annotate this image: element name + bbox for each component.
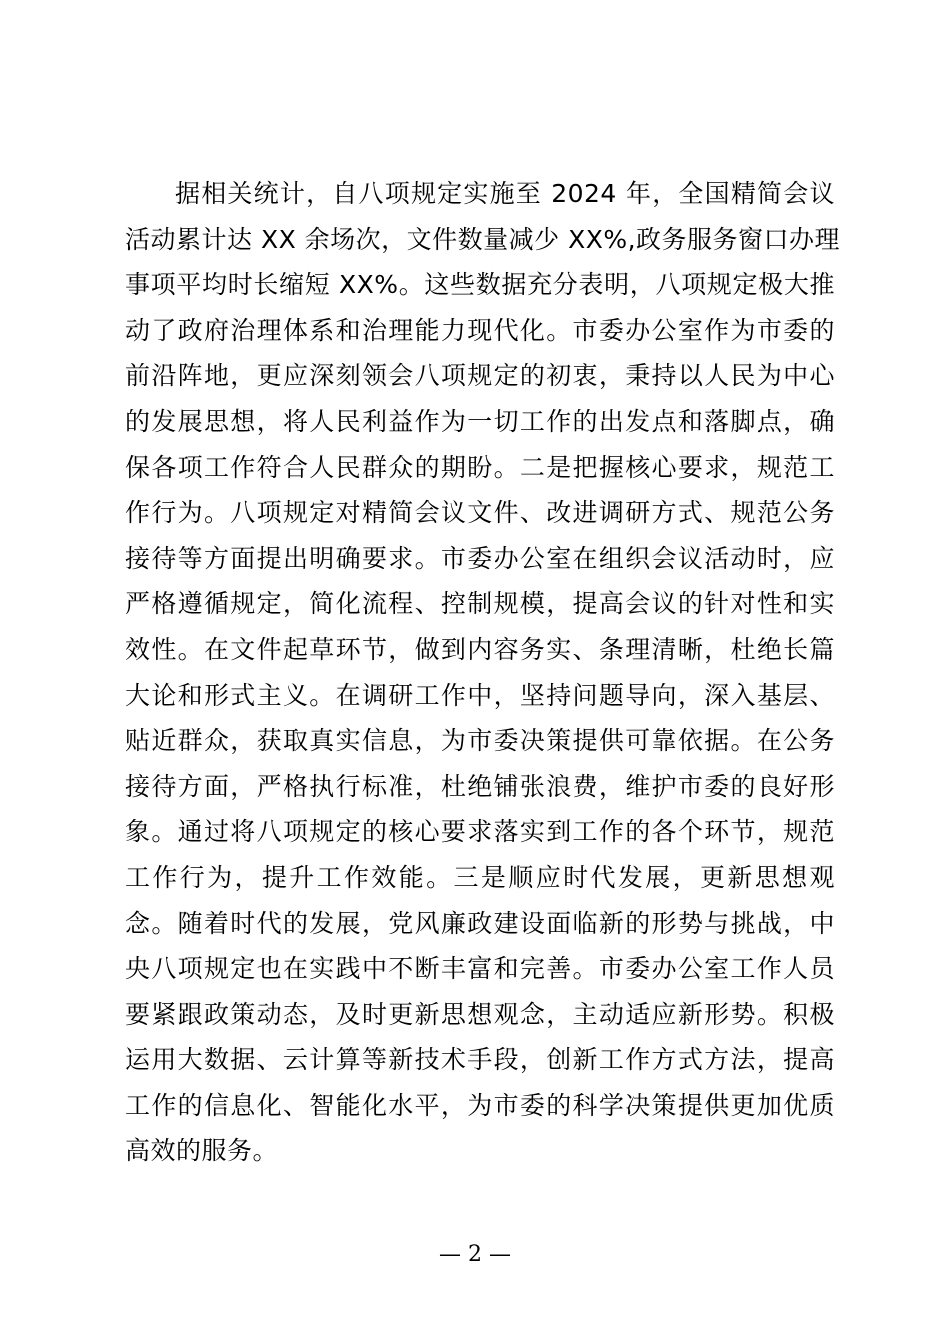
page-number: — 2 — xyxy=(439,1242,511,1267)
document-body xyxy=(125,171,841,1174)
paragraph-line: 活动累计达 XX 余场次，文件数量减少 XX%,政务服务窗口办理 xyxy=(125,224,841,254)
paragraph-line: 贴近群众，获取真实信息，为市委决策提供可靠依据。在公务 xyxy=(125,726,835,756)
paragraph-line: 央八项规定也在实践中不断丰富和完善。市委办公室工作人员 xyxy=(125,954,835,984)
paragraph-line: 大论和形式主义。在调研工作中，坚持问题导向，深入基层、 xyxy=(125,680,835,710)
paragraph-line: 事项平均时长缩短 XX%。这些数据充分表明，八项规定极大推 xyxy=(125,270,835,300)
paragraph-line: 接待方面，严格执行标准，杜绝铺张浪费，维护市委的良好形 xyxy=(125,771,835,801)
paragraph-line: 作行为。八项规定对精简会议文件、改进调研方式、规范公务 xyxy=(125,498,835,528)
paragraph-line: 的发展思想，将人民利益作为一切工作的出发点和落脚点，确 xyxy=(125,406,835,436)
paragraph-line: 前沿阵地，更应深刻领会八项规定的初衷，秉持以人民为中心 xyxy=(125,361,835,391)
paragraph-line: 运用大数据、云计算等新技术手段，创新工作方式方法，提高 xyxy=(125,1045,835,1075)
paragraph-line: 工作行为，提升工作效能。三是顺应时代发展，更新思想观 xyxy=(125,862,835,892)
paragraph-line: 高效的服务。 xyxy=(125,1136,279,1166)
paragraph-line: 工作的信息化、智能化水平，为市委的科学决策提供更加优质 xyxy=(125,1090,835,1120)
paragraph-line: 据相关统计，自八项规定实施至 2024 年，全国精简会议 xyxy=(175,179,835,208)
paragraph-line: 接待等方面提出明确要求。市委办公室在组织会议活动时，应 xyxy=(125,543,835,573)
paragraph-line: 保各项工作符合人民群众的期盼。二是把握核心要求，规范工 xyxy=(125,452,835,482)
paragraph-line: 象。通过将八项规定的核心要求落实到工作的各个环节，规范 xyxy=(125,817,835,847)
paragraph-line: 动了政府治理体系和治理能力现代化。市委办公室作为市委的 xyxy=(125,315,835,345)
paragraph-line: 念。随着时代的发展，党风廉政建设面临新的形势与挑战，中 xyxy=(125,908,835,938)
paragraph-line: 效性。在文件起草环节，做到内容务实、条理清晰，杜绝长篇 xyxy=(125,634,835,664)
paragraph-line: 要紧跟政策动态，及时更新思想观念，主动适应新形势。积极 xyxy=(125,999,835,1029)
paragraph-line: 严格遵循规定，简化流程、控制规模，提高会议的针对性和实 xyxy=(125,589,835,619)
